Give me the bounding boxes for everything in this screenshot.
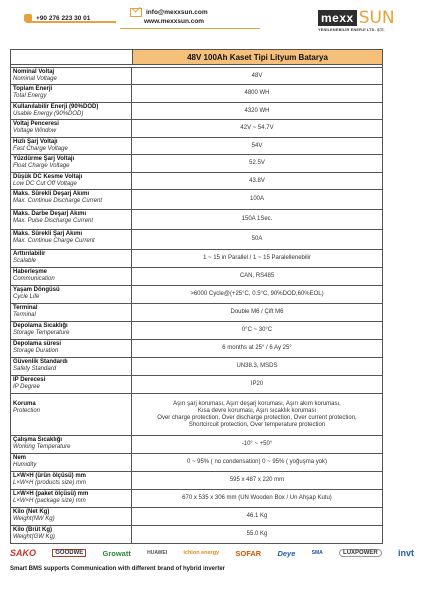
label-tr: Nominal Voltaj <box>13 69 55 75</box>
row-value: 50A <box>251 236 263 242</box>
row-value: CAN, RS485 <box>239 273 275 279</box>
table-row <box>11 507 382 525</box>
row-value: >6000 Cycle@(+25°C, 0.5°C, 90%DOD,60%EOL) <box>190 291 324 297</box>
row-value: 42V ~ 54.7V <box>240 125 274 131</box>
row-value: 52.5V <box>249 160 265 166</box>
label-tr: Maks. Sürekli Deşarj Akımı <box>13 191 90 197</box>
table-row <box>11 137 382 154</box>
label-tr: Arttırılabilir <box>13 251 46 257</box>
label-en: Weight(NW Kg) <box>13 516 55 523</box>
row-label <box>11 250 132 267</box>
label-tr: Yüzdürme Şarj Voltajı <box>13 156 75 162</box>
row-value: 48V <box>251 72 263 79</box>
brand-logo: ichion energy <box>183 550 220 556</box>
header-accent-line <box>26 21 116 23</box>
label-tr: Maks. Sürekli Şarj Akımı <box>13 231 83 237</box>
label-tr: Depolama süresi <box>13 341 62 347</box>
label-tr: Haberleşme <box>13 269 48 275</box>
logo-mexx: mexx <box>318 10 357 26</box>
row-value: UN38.3, MSDS <box>236 363 278 369</box>
brand-logo: invt <box>397 548 414 558</box>
label-tr: Çalışma Sıcaklığı <box>13 437 63 443</box>
table-row <box>11 375 382 393</box>
row-label <box>11 268 132 285</box>
label-en: Total Energy <box>13 93 47 100</box>
table-row <box>11 489 382 507</box>
table-row <box>11 285 382 303</box>
label-en: Cycle Life <box>13 294 40 301</box>
brand-logo: SAKO <box>10 548 37 558</box>
row-value: 46.1 Kg <box>246 513 268 519</box>
row-label <box>11 394 132 435</box>
label-en: Storage Duration <box>13 348 59 355</box>
brand-logo: GOODWE <box>52 549 86 557</box>
label-en: Weight(GW Kg) <box>13 534 55 541</box>
mail-icon <box>130 8 142 17</box>
row-label <box>11 155 132 172</box>
row-label <box>11 103 132 119</box>
protection-line: Kısa devre koruması, Aşırı sıcaklık koruması <box>197 407 317 414</box>
row-value: 595 x 487 x 220 mm <box>229 477 285 483</box>
brand-logo: SOFAR <box>235 548 262 558</box>
label-tr: Yaşam Döngüsü <box>13 287 60 293</box>
row-label <box>11 358 132 375</box>
protection-value <box>132 394 382 435</box>
row-value: 100A <box>249 196 264 202</box>
label-en: Max. Continue Charge Current <box>13 238 95 245</box>
row-value: 670 x 535 x 306 mm (UN Wooden Box / Un Ahşap Kutu) <box>182 495 332 501</box>
label-tr: Terminal <box>13 305 38 311</box>
label-en: L×W×H (products size) mm <box>13 480 87 487</box>
label-tr: Nem <box>13 455 27 461</box>
table-row <box>11 357 382 375</box>
table-row <box>11 453 382 471</box>
label-tr: Hızlı Şarj Voltajı <box>13 139 58 145</box>
row-label <box>11 526 132 543</box>
brand-logo: HUAWEI <box>147 550 168 556</box>
row-label <box>11 210 132 229</box>
table-row <box>11 249 382 267</box>
row-label <box>11 138 132 154</box>
table-row-protection <box>11 393 382 435</box>
table-row <box>11 119 382 137</box>
footer-note: Smart BMS supports Communication with different brand of hybrid inverter <box>10 566 226 572</box>
row-value: 55.0 Kg <box>246 531 268 537</box>
row-label <box>11 340 132 357</box>
label-en: Communication <box>13 276 55 283</box>
label-en: Nominal Voltage <box>13 76 57 83</box>
header-accent-line-2 <box>120 28 260 29</box>
row-label <box>11 490 132 507</box>
website-text: www.mexxsun.com <box>144 18 205 25</box>
table-row <box>11 321 382 339</box>
label-en: L×W×H (package size) mm <box>13 498 86 505</box>
label-en: Working Temperature <box>13 444 71 451</box>
logo-sun: SUN <box>358 8 395 28</box>
label-tr: L×W×H (paket ölçüsü) mm <box>13 491 89 497</box>
logo-subtitle: YENİLENEBİLİR ENERJİ LTD. ŞTİ. <box>318 28 385 32</box>
company-logo <box>318 10 408 36</box>
label-tr: Kilo (Net Kg) <box>13 509 50 515</box>
table-row <box>11 339 382 357</box>
row-label <box>11 304 132 321</box>
row-value: 54V <box>251 142 263 149</box>
row-label <box>11 85 132 102</box>
protection-line: Shortcircuit protection, Over temperature protection <box>188 421 326 428</box>
label-tr: Kullanılabilir Enerji (90%DOD) <box>13 104 99 110</box>
row-value: 0 ~ 95% ( no condensation) 0 ~ 95% ( yoğuşma yok) <box>186 459 328 465</box>
label-tr: Kilo (Brüt Kg) <box>13 527 52 533</box>
label-tr: Maks. Darbe Deşarj Akımı <box>13 211 87 217</box>
table-title: 48V 100Ah Kaset Tipi Lityum Batarya <box>132 50 382 64</box>
label-en: Scalable <box>13 258 37 265</box>
row-value: 150A 1Sec. <box>241 216 273 222</box>
table-row <box>11 525 382 543</box>
protection-line: Over charge protection, Over discharge protection, Over current protection, <box>157 414 357 421</box>
table-row <box>11 67 382 84</box>
row-label <box>11 120 132 137</box>
row-label <box>11 472 132 489</box>
email-contact <box>130 8 208 25</box>
label-en: Safety Standard <box>13 366 57 373</box>
row-value: 4320 WH <box>244 107 270 114</box>
table-row <box>11 172 382 189</box>
table-row <box>11 471 382 489</box>
label-tr: Düşük DC Kesme Voltajı <box>13 174 83 180</box>
phone-number: +90 276 223 30 01 <box>36 14 91 22</box>
spec-table <box>10 49 383 544</box>
label-en: Terminal <box>13 312 36 319</box>
row-label <box>11 454 132 471</box>
label-en: Storage Temperature <box>13 330 70 337</box>
row-value: 1 ~ 15 in Parallel / 1 ~ 15 Paralellenebilir <box>203 255 311 261</box>
brand-logo: Growatt <box>102 548 131 558</box>
label-tr: Güvenlik Standardı <box>13 359 68 365</box>
row-label <box>11 322 132 339</box>
row-value: -10° ~ +50° <box>241 441 273 447</box>
brand-logo: LUXPOWER <box>339 549 382 557</box>
row-label <box>11 68 132 84</box>
table-row <box>11 189 382 209</box>
brand-logo: Deye <box>277 548 296 558</box>
row-label <box>11 436 132 453</box>
label-en: Usable Energy (90%DOD) <box>13 111 84 118</box>
row-label <box>11 376 132 393</box>
table-row <box>11 102 382 119</box>
row-value: IP20 <box>250 381 264 387</box>
table-row <box>11 435 382 453</box>
row-value: 0°C ~ 30°C <box>241 327 273 333</box>
table-row <box>11 209 382 229</box>
label-tr: Toplam Enerji <box>13 86 53 92</box>
label-tr: Koruma <box>13 401 36 407</box>
page-header <box>0 0 424 40</box>
row-label <box>11 508 132 525</box>
table-row <box>11 267 382 285</box>
row-label <box>11 230 132 249</box>
label-tr: Depolama Sıcaklığı <box>13 323 68 329</box>
row-label <box>11 286 132 303</box>
table-row <box>11 84 382 102</box>
row-value: 6 months at 25° / 6 Ay 25° <box>222 345 292 351</box>
label-en: Humidity <box>13 462 37 469</box>
row-value: Double M6 / Çift M6 <box>230 309 284 315</box>
label-en: Max. Continue Discharge Current <box>13 198 103 205</box>
label-tr: Voltaj Penceresi <box>13 121 59 127</box>
label-tr: IP Derecesi <box>13 377 46 383</box>
brand-logo: SMA <box>311 550 323 556</box>
row-label <box>11 190 132 209</box>
label-en: Low DC Cut Off Voltage <box>13 181 77 188</box>
row-value: 43.8V <box>249 177 265 184</box>
label-en: Protection <box>13 408 41 415</box>
label-en: IP Degree <box>13 384 40 391</box>
label-en: Max. Pulse Discharge Current <box>13 218 94 225</box>
inverter-brands <box>10 545 414 561</box>
label-en: Voltage Window <box>13 128 57 135</box>
label-tr: L×W×H (ürün ölçüsü) mm <box>13 473 87 479</box>
label-en: Float Charge Voltage <box>13 163 70 170</box>
table-row <box>11 154 382 172</box>
row-value: 4800 WH <box>244 90 270 96</box>
email-text: info@mexxsun.com <box>146 9 208 16</box>
row-label <box>11 173 132 189</box>
label-en: Fast Charge Voltage <box>13 146 68 153</box>
protection-line: Aşırı şarj koruması, Aşırı deşarj koruması, Aşırı akım koruması, <box>173 400 341 407</box>
table-row <box>11 229 382 249</box>
table-row <box>11 303 382 321</box>
